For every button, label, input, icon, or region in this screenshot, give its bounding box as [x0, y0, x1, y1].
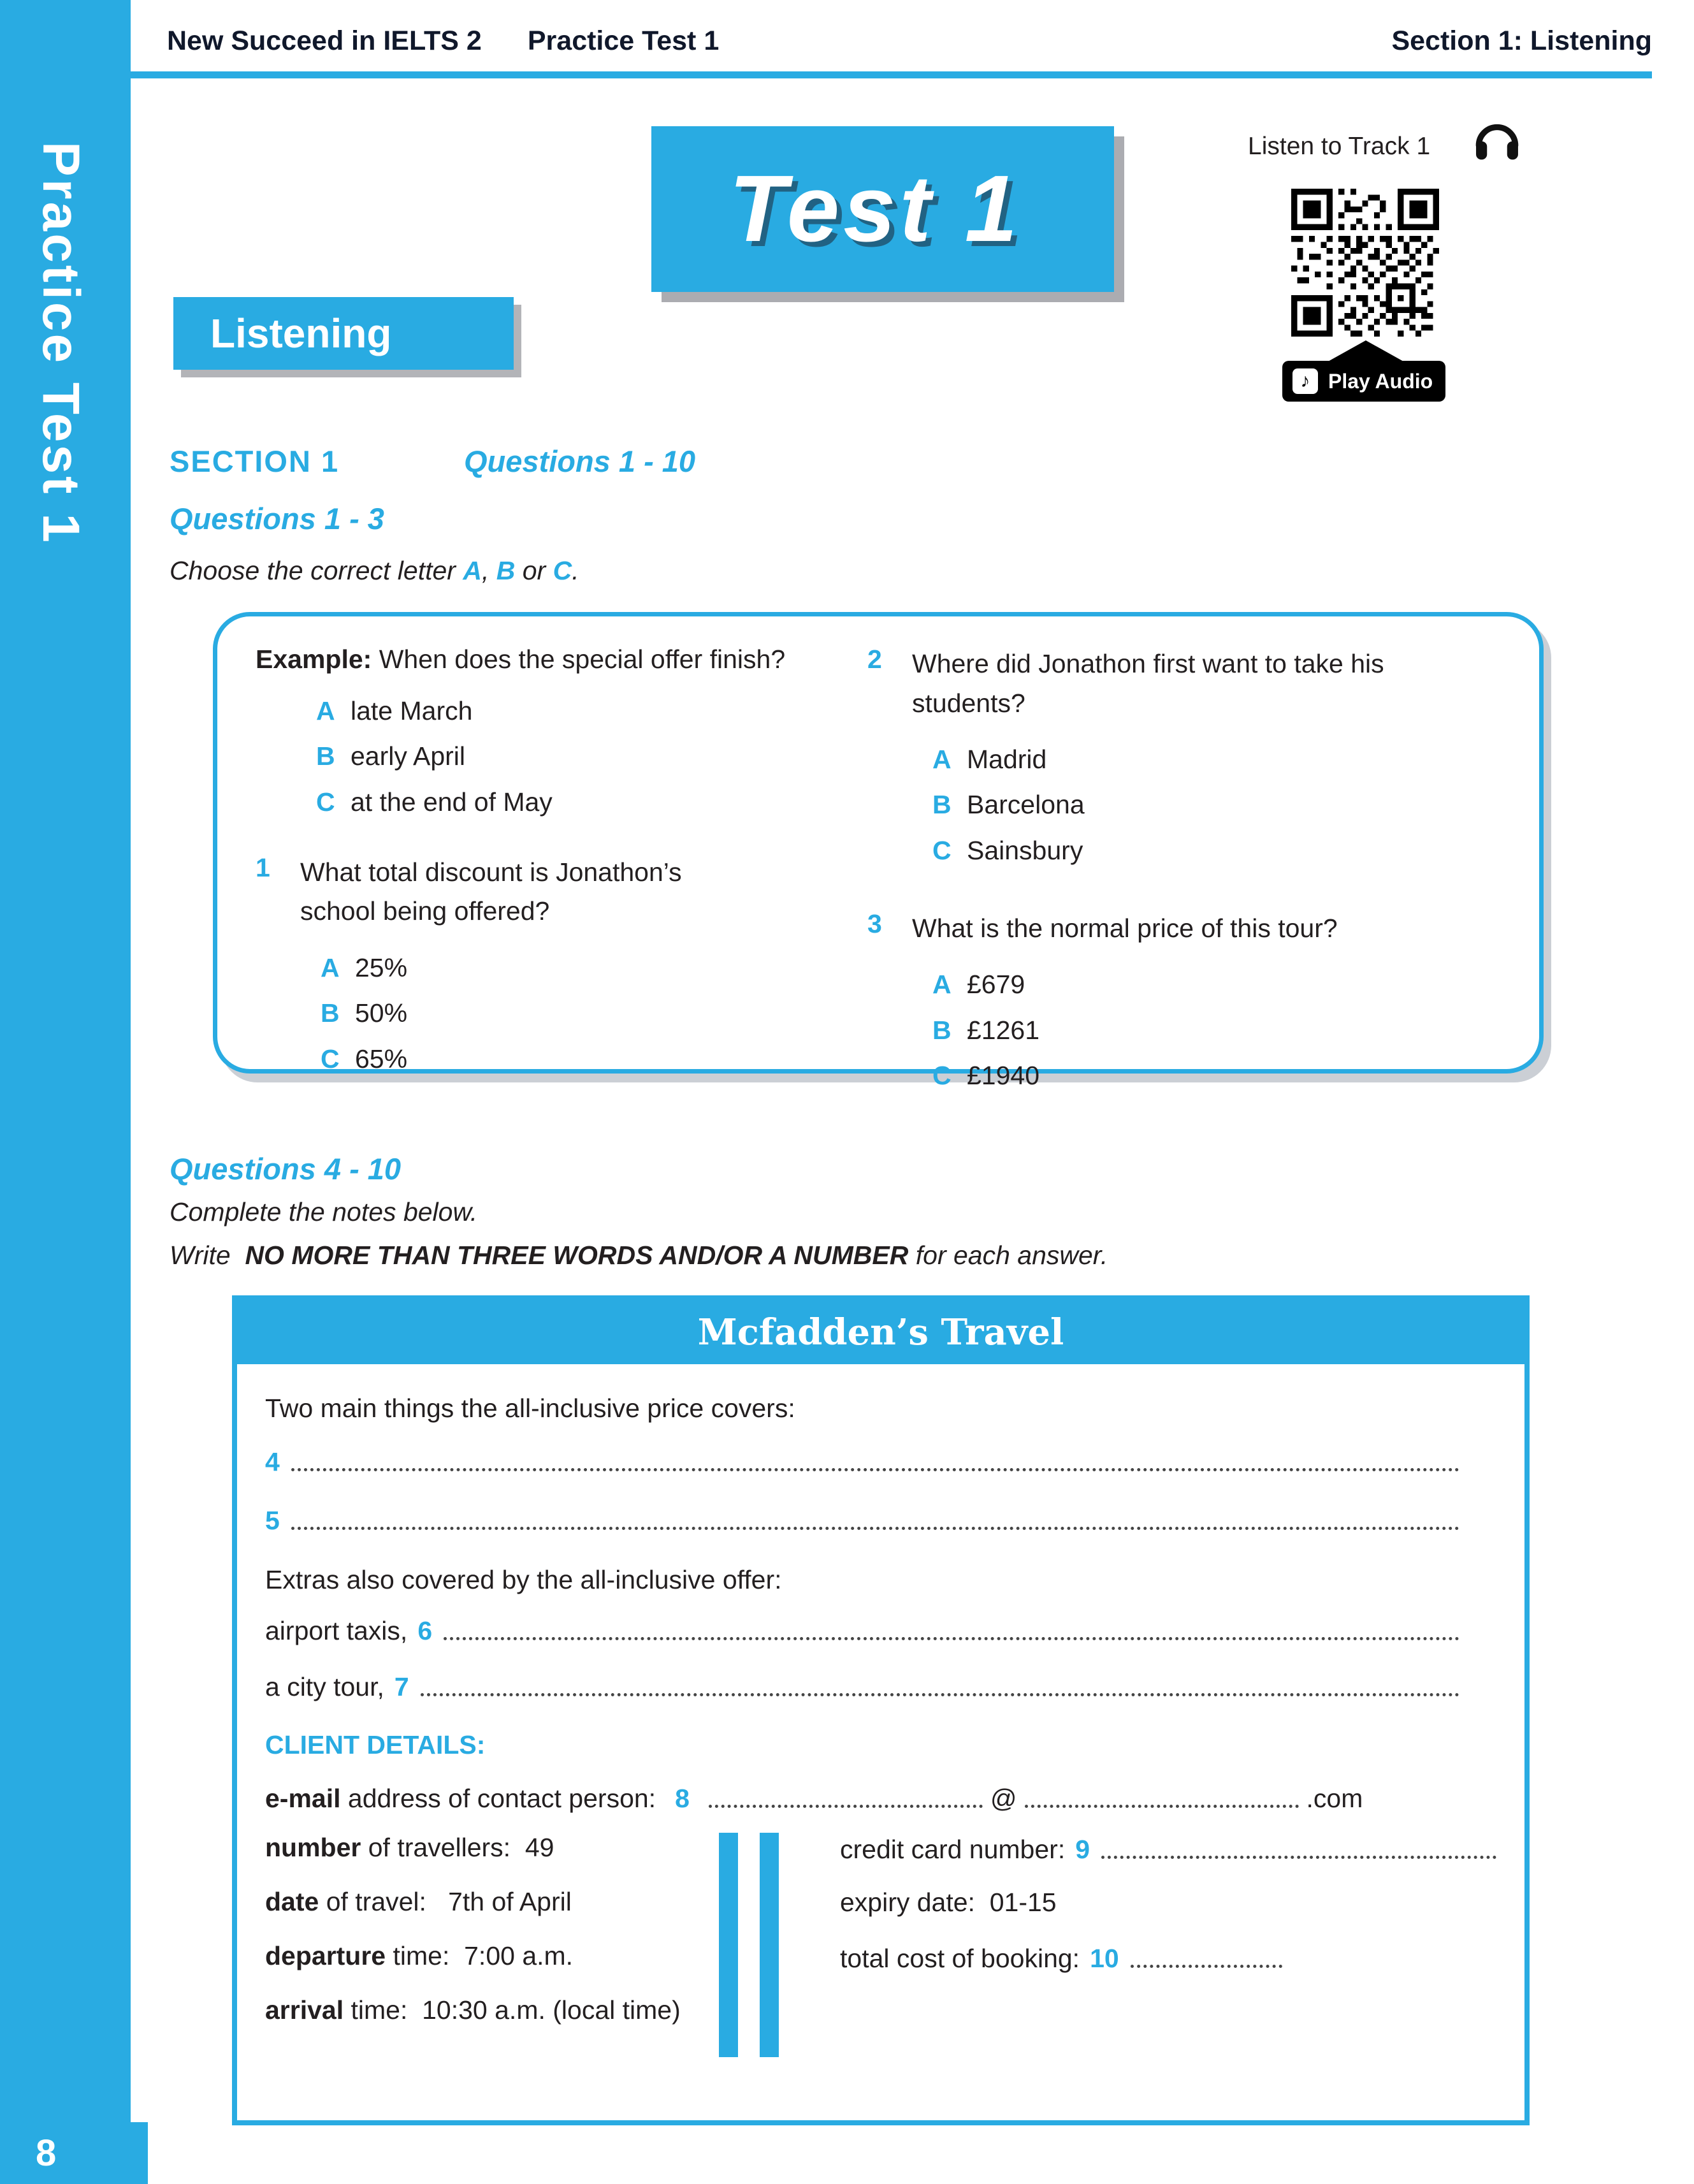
complete-notes-line: Complete the notes below. — [170, 1197, 478, 1227]
email-at: @ — [990, 1784, 1017, 1813]
option-letter: B — [321, 998, 340, 1028]
notes-form-title-bar — [237, 1300, 1524, 1364]
play-audio-button[interactable] — [1282, 361, 1445, 402]
option-row — [932, 782, 1501, 827]
option-row — [321, 945, 829, 991]
word-limit-suffix: for each answer. — [908, 1241, 1108, 1270]
choice-box-column-2 — [867, 644, 1501, 1091]
option-letter: A — [321, 952, 340, 982]
word-limit-line — [170, 1241, 1108, 1270]
instruction-text: Choose the correct letter — [170, 556, 463, 585]
answer-blank-4 — [265, 1445, 1496, 1477]
expiry-row: expiry date: 01-15 — [840, 1888, 1057, 1917]
header-rule — [131, 71, 1652, 78]
qr-pointer-arrow — [1327, 340, 1405, 362]
detail-label-bold: date — [265, 1887, 319, 1916]
word-limit-prefix: Write — [170, 1241, 245, 1270]
answer-dots — [1131, 1965, 1282, 1968]
email-label-bold: e-mail — [265, 1784, 341, 1813]
question-3-block — [867, 909, 1501, 1098]
music-note-icon: ♪ — [1292, 368, 1318, 394]
instruction-letter-a: A — [463, 556, 482, 585]
option-letter: A — [932, 745, 952, 774]
example-question: When does the special offer finish? — [379, 644, 786, 674]
question-body — [300, 853, 829, 1082]
option-row — [932, 1053, 1501, 1098]
notes-form-body — [237, 1364, 1524, 2057]
detail-label-bold: departure — [265, 1941, 386, 1970]
instruction-letter-c: C — [553, 556, 572, 585]
option-letter: A — [316, 696, 335, 725]
question-1-options — [300, 945, 829, 1082]
answer-blank-8 — [265, 1780, 1496, 1814]
divider-bar — [760, 1833, 779, 2057]
question-2-block — [867, 644, 1501, 873]
header-test-label: Practice Test 1 — [527, 25, 720, 56]
option-letter: B — [316, 741, 335, 771]
option-text: £1261 — [967, 1015, 1040, 1045]
questions-range: Questions 1 - 10 — [464, 444, 696, 478]
client-details-columns — [265, 1833, 1496, 2057]
question-number: 1 — [256, 852, 270, 882]
notes-intro: Two main things the all-inclusive price covers: — [265, 1394, 795, 1423]
option-row — [316, 734, 829, 779]
extra-6-label: airport taxis, — [265, 1616, 408, 1645]
option-text: Madrid — [967, 745, 1047, 774]
instruction-sep: , — [481, 556, 496, 585]
header-section-label: Section 1: Listening — [1391, 25, 1652, 56]
example-block — [256, 644, 829, 825]
test-title: Test 1 — [728, 156, 1022, 261]
question-number: 3 — [867, 908, 882, 938]
question-text: Where did Jonathon first want to take his students? — [912, 649, 1384, 718]
total-cost-label: total cost of booking: — [840, 1944, 1080, 1973]
option-row — [316, 780, 829, 825]
option-text: at the end of May — [351, 787, 553, 817]
option-row — [932, 737, 1501, 782]
option-row — [932, 1008, 1501, 1053]
instruction-line — [170, 556, 579, 586]
listen-track-label: Listen to Track 1 — [1248, 133, 1431, 160]
question-1-block — [256, 853, 829, 1082]
option-text: 50% — [355, 998, 408, 1028]
answer-dots — [1101, 1856, 1496, 1859]
option-letter: B — [932, 790, 952, 820]
choice-box-column-1 — [256, 644, 829, 1074]
question-body — [912, 644, 1501, 873]
questions-1-3-title: Questions 1 - 3 — [170, 502, 384, 535]
arrival-row — [265, 1995, 719, 2025]
question-3-options — [912, 962, 1501, 1098]
option-letter: C — [316, 787, 335, 817]
detail-value: time: 7:00 a.m. — [386, 1941, 574, 1970]
extra-7-label: a city tour, — [265, 1672, 384, 1701]
answer-number: 9 — [1075, 1835, 1090, 1864]
play-audio-label: Play Audio — [1328, 369, 1433, 393]
answer-blank-5 — [265, 1504, 1496, 1536]
detail-value: of travel: 7th of April — [319, 1887, 572, 1916]
question-number: 2 — [867, 644, 882, 674]
example-heading — [256, 644, 829, 674]
client-details-left — [265, 1833, 719, 2057]
example-options — [256, 688, 829, 825]
qr-code[interactable] — [1291, 189, 1439, 337]
section-heading-line — [170, 444, 695, 479]
divider-bars — [719, 1833, 779, 2057]
option-row — [321, 991, 829, 1036]
option-letter: A — [932, 970, 952, 1000]
answer-dots — [1025, 1805, 1299, 1808]
example-label: Example: — [256, 644, 372, 674]
instruction-period: . — [572, 556, 579, 585]
option-text: Barcelona — [967, 790, 1085, 820]
answer-blank-7 — [265, 1670, 1496, 1702]
question-text: What total discount is Jonathon’s school being offered? — [300, 857, 682, 926]
sidebar-label: Practice Test 1 — [32, 142, 90, 545]
answer-dots — [421, 1693, 1459, 1696]
answer-dots — [444, 1637, 1459, 1640]
questions-4-10-title: Questions 4 - 10 — [170, 1152, 402, 1186]
option-row — [932, 962, 1501, 1007]
headphones-icon — [1470, 113, 1524, 168]
test-title-banner — [651, 126, 1114, 292]
travellers-row — [265, 1833, 719, 1863]
credit-card-label: credit card number: — [840, 1835, 1066, 1864]
option-text: early April — [351, 741, 466, 771]
answer-number: 8 — [675, 1784, 690, 1813]
answer-dots — [291, 1527, 1459, 1530]
page-header — [167, 25, 1652, 57]
choice-questions-box — [213, 612, 1544, 1091]
date-row — [265, 1887, 719, 1917]
client-details-right — [800, 1833, 1496, 2057]
answer-blank-6 — [265, 1614, 1496, 1646]
listening-heading: Listening — [210, 310, 392, 356]
answer-number: 5 — [265, 1506, 280, 1535]
option-row — [932, 828, 1501, 873]
option-text: late March — [351, 696, 473, 725]
section-heading: SECTION 1 — [170, 444, 340, 478]
question-body — [912, 909, 1501, 1098]
answer-dots — [709, 1805, 983, 1808]
detail-label-bold: arrival — [265, 1995, 344, 2025]
option-letter: B — [932, 1015, 952, 1045]
answer-number: 7 — [394, 1672, 409, 1701]
email-label-rest: address of contact person: — [340, 1784, 656, 1813]
option-text: 65% — [355, 1044, 408, 1074]
email-domain: .com — [1306, 1784, 1363, 1813]
email-label — [265, 1784, 656, 1814]
option-row — [316, 688, 829, 734]
instruction-letter-b: B — [496, 556, 516, 585]
option-row — [321, 1037, 829, 1082]
listening-heading-box — [173, 297, 514, 370]
option-text: £679 — [967, 970, 1025, 1000]
answer-dots — [291, 1468, 1459, 1471]
departure-row — [265, 1941, 719, 1971]
answer-number: 4 — [265, 1447, 280, 1476]
notes-form-title: Mcfadden’s Travel — [697, 1311, 1064, 1353]
option-text: 25% — [355, 952, 408, 982]
client-details-heading: CLIENT DETAILS: — [265, 1730, 486, 1759]
answer-number: 6 — [417, 1616, 433, 1645]
notes-form-box — [232, 1295, 1530, 2125]
extras-intro: Extras also covered by the all-inclusive offer: — [265, 1565, 782, 1594]
answer-blank-10 — [840, 1942, 1496, 1974]
page-number: 8 — [36, 2132, 57, 2174]
detail-value: time: 10:30 a.m. (local time) — [344, 1995, 681, 2025]
page-number-block — [0, 2122, 148, 2184]
word-limit-bold: NO MORE THAN THREE WORDS AND/OR A NUMBER — [245, 1241, 909, 1270]
question-text: What is the normal price of this tour? — [912, 913, 1338, 943]
detail-label-bold: number — [265, 1833, 361, 1862]
option-text: Sainsbury — [967, 835, 1083, 865]
option-letter: C — [932, 1061, 952, 1091]
option-text: £1940 — [967, 1061, 1040, 1091]
header-left — [167, 25, 719, 57]
option-letter: C — [932, 835, 952, 865]
instruction-sep: or — [515, 556, 553, 585]
detail-value: of travellers: 49 — [361, 1833, 554, 1862]
option-letter: C — [321, 1044, 340, 1074]
answer-number: 10 — [1090, 1944, 1119, 1973]
book-title: New Succeed in IELTS 2 — [167, 25, 482, 56]
question-2-options — [912, 737, 1501, 873]
answer-blank-9 — [840, 1833, 1496, 1865]
divider-bar — [719, 1833, 738, 2057]
